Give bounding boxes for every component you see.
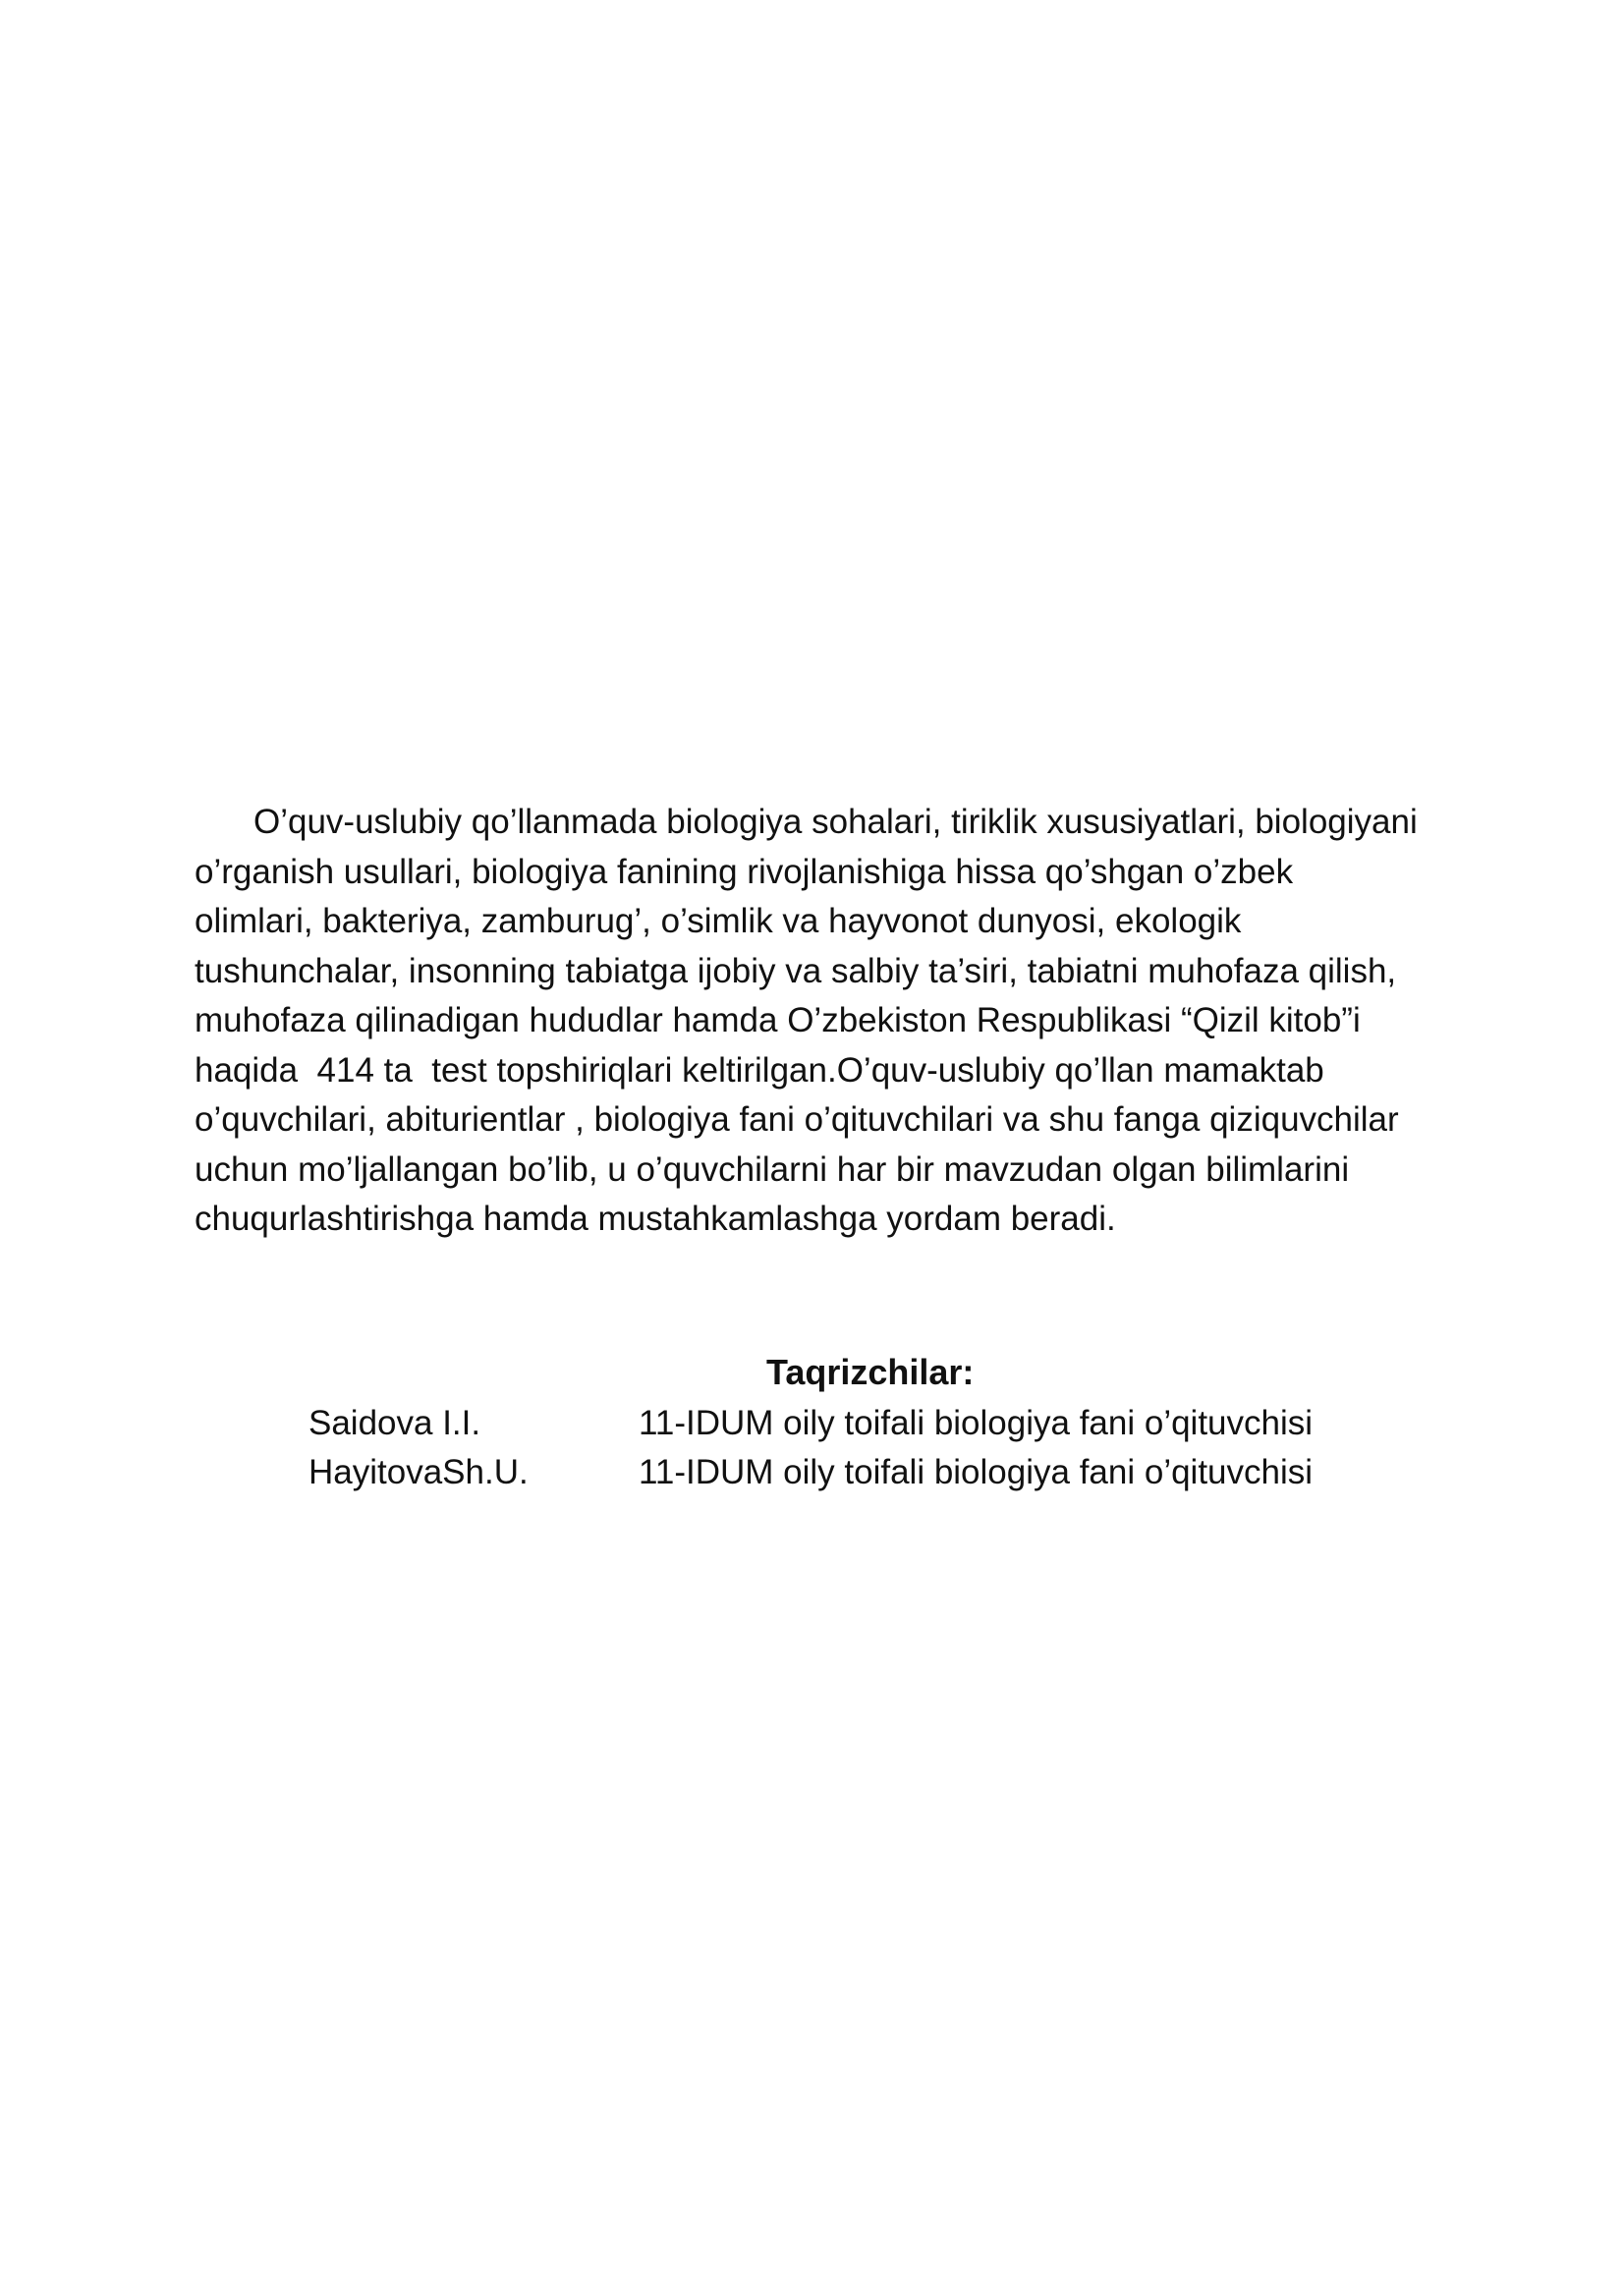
annotation-line: O’quv-uslubiy qo’llanmada biologiya sohalari, tiriklik xususiyatlari, biologiyani (253, 803, 1418, 841)
reviewers-list (308, 1399, 1487, 1497)
reviewer-name: HayitovaSh.U. (308, 1453, 529, 1491)
annotation-paragraph (195, 798, 1550, 1245)
annotation-line: o’quvchilari, abiturientlar , biologiya fani o’qituvchilari va shu fanga qiziquvchilar (195, 1100, 1399, 1139)
annotation-line: muhofaza qilinadigan hududlar hamda O’zbekiston Respublikasi “Qizil kitob”i (195, 1001, 1361, 1039)
reviewer-row (308, 1448, 1487, 1497)
annotation-line: chuqurlashtirishga hamda mustahkamlashga yordam beradi. (195, 1200, 1116, 1238)
reviewers-heading: Taqrizchilar: (766, 1352, 975, 1392)
reviewer-role: 11-IDUM oily toifali biologiya fani o’qituvchisi (639, 1404, 1314, 1442)
reviewer-name: Saidova I.I. (308, 1404, 481, 1442)
reviewer-row (308, 1399, 1487, 1448)
reviewer-role: 11-IDUM oily toifali biologiya fani o’qituvchisi (639, 1453, 1314, 1491)
annotation-line: uchun mo’ljallangan bo’lib, u o’quvchilarni har bir mavzudan olgan bilimlarini (195, 1149, 1350, 1189)
annotation-line: olimlari, bakteriya, zamburug’, o’simlik va hayvonot dunyosi, ekologik (195, 902, 1242, 940)
annotation-line: haqida 414 ta test topshiriqlari keltirilgan.O’quv-uslubiy qo’llan mamaktab (195, 1050, 1324, 1090)
annotation-line: tushunchalar, insonning tabiatga ijobiy va salbiy ta’siri, tabiatni muhofaza qilish, (195, 951, 1397, 990)
annotation-line: o’rganish usullari, biologiya fanining rivojlanishiga hissa qo’shgan o’zbek (195, 852, 1294, 891)
